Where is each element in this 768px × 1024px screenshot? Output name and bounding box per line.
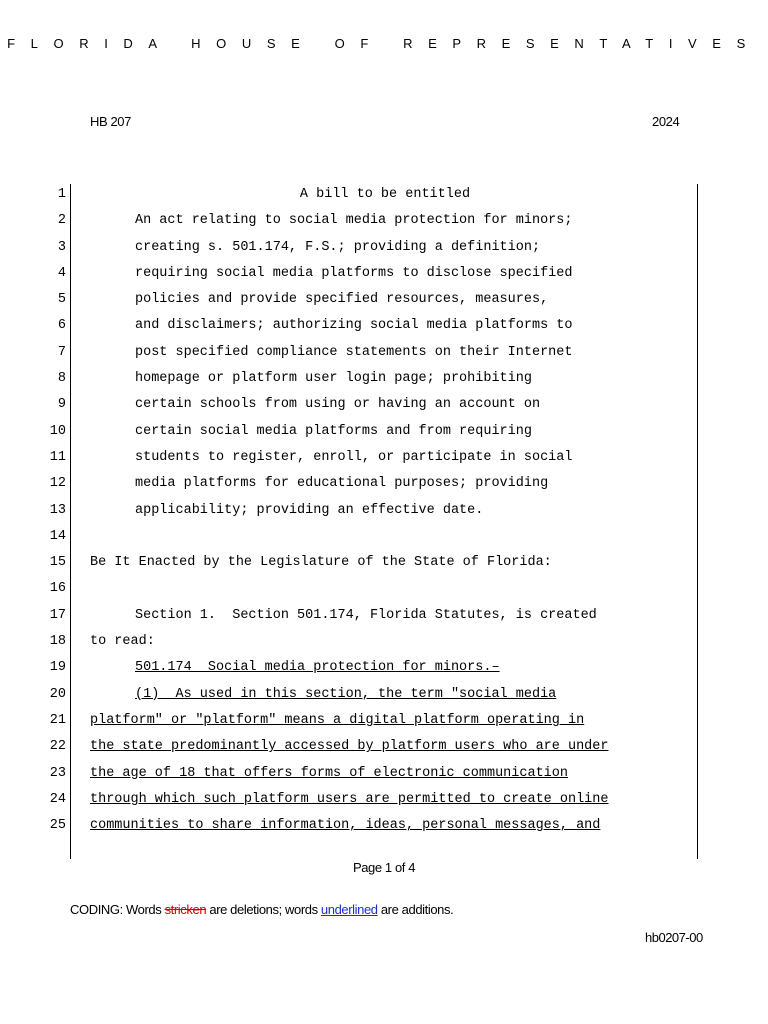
line-text: applicability; providing an effective date. <box>135 502 484 518</box>
bill-line <box>0 655 768 681</box>
line-number: 11 <box>49 449 66 465</box>
bill-number: HB 207 <box>90 114 131 129</box>
line-number: 23 <box>49 765 66 781</box>
coding-stricken-example: stricken <box>164 902 207 917</box>
line-text: certain social media platforms and from requiring <box>135 423 532 439</box>
bill-line <box>0 761 768 787</box>
line-number: 25 <box>49 818 66 834</box>
bill-line <box>0 498 768 524</box>
line-text: platform" or "platform" means a digital platform operating in <box>90 712 585 728</box>
bill-line <box>0 603 768 629</box>
line-text: Be It Enacted by the Legislature of the State of Florida: <box>90 555 552 571</box>
line-text: certain schools from using or having an account on <box>135 397 541 413</box>
bill-line <box>0 392 768 418</box>
coding-prefix: CODING: Words <box>70 902 165 917</box>
line-number: 1 <box>57 187 66 202</box>
bill-line <box>0 366 768 392</box>
bill-text-body <box>0 182 768 839</box>
line-number: 8 <box>57 371 66 387</box>
line-text: post specified compliance statements on their Internet <box>135 344 573 360</box>
line-text: An act relating to social media protection for minors; <box>135 213 573 229</box>
line-number: 17 <box>49 607 66 623</box>
bill-line <box>0 550 768 576</box>
line-number: 5 <box>57 292 66 308</box>
line-text: creating s. 501.174, F.S.; providing a definition; <box>135 239 541 255</box>
line-number: 24 <box>49 791 66 807</box>
line-number: 10 <box>49 423 66 439</box>
bill-line <box>0 287 768 313</box>
document-id: hb0207-00 <box>645 930 703 945</box>
line-number: 3 <box>57 239 66 255</box>
line-text: the age of 18 that offers forms of electronic communication <box>90 765 568 781</box>
bill-line <box>0 313 768 339</box>
line-text: policies and provide specified resources, measures, <box>135 292 549 308</box>
bill-line <box>0 471 768 497</box>
bill-line <box>0 419 768 445</box>
bill-line <box>0 787 768 813</box>
line-text: 501.174 Social media protection for minors.– <box>135 660 500 676</box>
bill-line <box>0 340 768 366</box>
line-text: students to register, enroll, or participate in social <box>135 449 573 465</box>
line-number: 21 <box>49 712 66 728</box>
bill-year: 2024 <box>652 114 680 129</box>
line-number: 4 <box>57 265 66 281</box>
bill-line <box>0 524 768 550</box>
coding-legend <box>70 902 453 917</box>
bill-line <box>0 629 768 655</box>
page-number: Page 1 of 4 <box>352 860 416 875</box>
bill-line <box>0 734 768 760</box>
line-number: 12 <box>49 476 66 492</box>
line-text: A bill to be entitled <box>299 187 471 202</box>
line-text: through which such platform users are permitted to create online <box>90 791 609 807</box>
line-text: and disclaimers; authorizing social media platforms to <box>135 318 573 334</box>
bill-line <box>0 235 768 261</box>
coding-underlined-example: underlined <box>320 902 378 917</box>
line-text: Section 1. Section 501.174, Florida Statutes, is created <box>135 607 597 623</box>
line-number: 19 <box>49 660 66 676</box>
line-text: homepage or platform user login page; prohibiting <box>135 371 532 387</box>
coding-suffix: are additions. <box>377 902 454 917</box>
line-text: requiring social media platforms to disclose specified <box>135 265 573 281</box>
house-title: FLORIDA HOUSE OF REPRESENTATIVES <box>7 36 761 51</box>
line-number: 20 <box>49 686 66 702</box>
line-number: 22 <box>49 739 66 755</box>
bill-line <box>0 708 768 734</box>
bill-line <box>0 682 768 708</box>
bill-line <box>0 813 768 839</box>
line-number: 14 <box>49 528 66 544</box>
line-text: communities to share information, ideas, personal messages, and <box>90 818 601 834</box>
bill-line <box>0 182 768 208</box>
line-number: 2 <box>57 213 66 229</box>
bill-line <box>0 576 768 602</box>
line-number: 18 <box>49 634 66 650</box>
line-number: 9 <box>57 397 66 413</box>
coding-middle: are deletions; words <box>206 902 321 917</box>
line-text: (1) As used in this section, the term "social media <box>135 686 557 702</box>
bill-line <box>0 445 768 471</box>
line-number: 16 <box>49 581 66 597</box>
line-number: 13 <box>49 502 66 518</box>
line-text: the state predominantly accessed by platform users who are under <box>90 739 609 755</box>
line-number: 7 <box>57 344 66 360</box>
bill-line <box>0 208 768 234</box>
line-text: to read: <box>90 634 155 650</box>
bill-line <box>0 261 768 287</box>
line-text: media platforms for educational purposes; providing <box>135 476 549 492</box>
line-number: 6 <box>57 318 66 334</box>
line-number: 15 <box>49 555 66 571</box>
